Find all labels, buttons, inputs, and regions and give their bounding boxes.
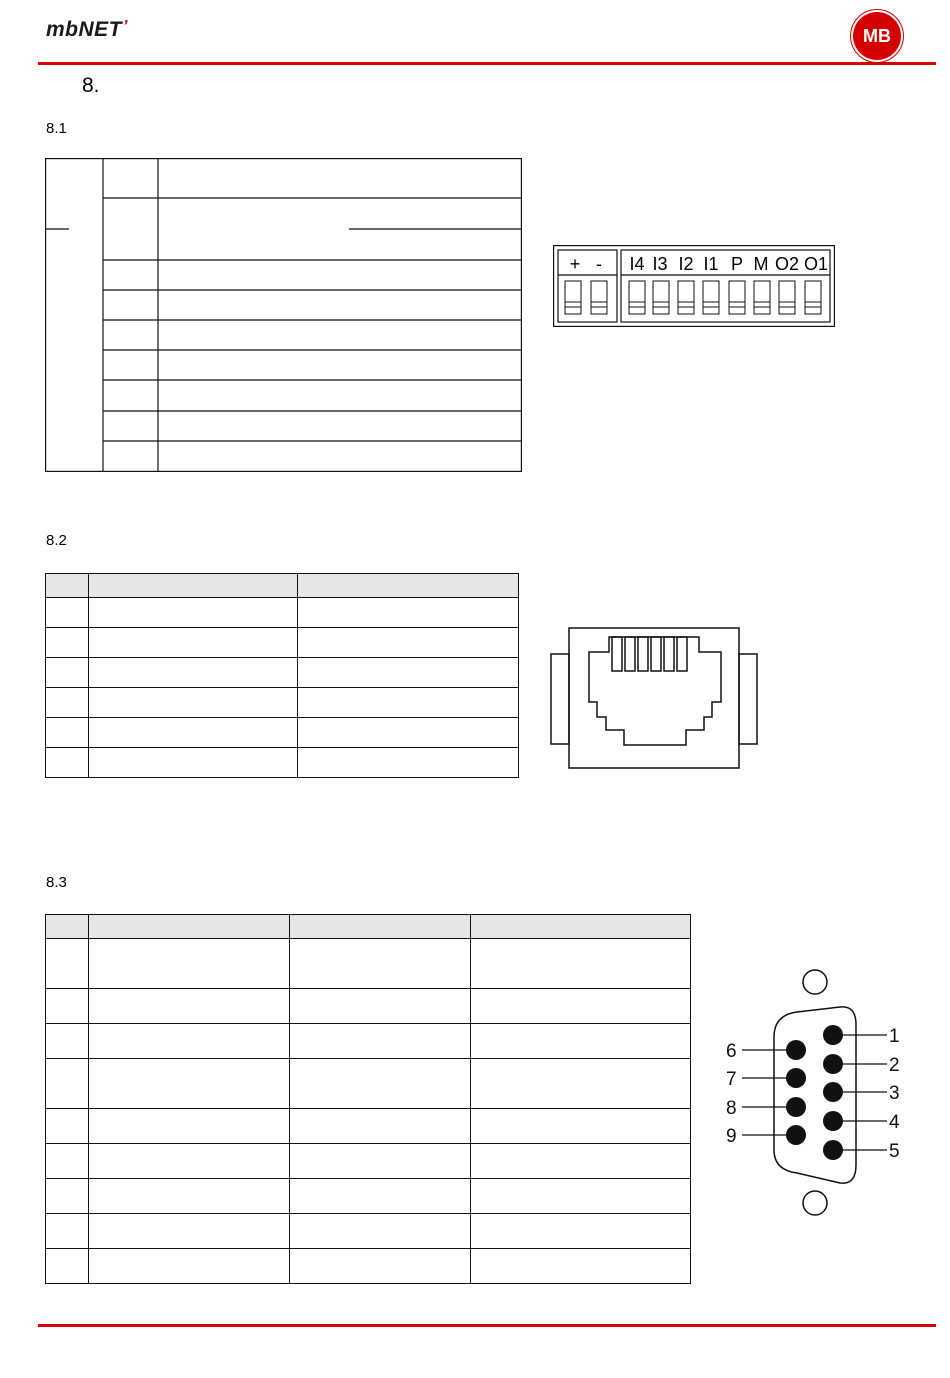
- header-cell: [46, 915, 89, 939]
- sub-d-table: [45, 914, 691, 1284]
- terminal-table: [45, 158, 522, 472]
- section-heading-8-2: 8.2: [46, 532, 67, 549]
- header-rule: [38, 62, 936, 65]
- table-row: [46, 1179, 691, 1214]
- power-terminals: [570, 254, 602, 274]
- header-cell: [46, 574, 89, 598]
- rj45-socket-diagram: [549, 627, 760, 770]
- pin-label-8: 8: [726, 1098, 737, 1119]
- terminal-label-i3: I3: [652, 254, 668, 274]
- io-terminal-labels: [629, 254, 828, 274]
- terminal-block-diagram: [553, 245, 835, 327]
- table-row: [46, 628, 519, 658]
- rj45-table: [45, 573, 519, 778]
- header-cell: [471, 915, 691, 939]
- header-cell: [89, 574, 298, 598]
- table-row: [46, 658, 519, 688]
- terminal-label-o1: O1: [803, 254, 829, 274]
- sub-d-connector-diagram: [722, 965, 912, 1220]
- section-heading-8-1: 8.1: [46, 120, 67, 137]
- pin-label-2: 2: [889, 1055, 900, 1076]
- header-cell: [89, 915, 290, 939]
- table-row: [46, 718, 519, 748]
- table-row: [46, 1109, 691, 1144]
- header-cell: [290, 915, 471, 939]
- table-header-row: [46, 574, 519, 598]
- pin-label-1: 1: [889, 1026, 900, 1047]
- table-row: [46, 688, 519, 718]
- table-row: [46, 1059, 691, 1109]
- mounting-hole-bottom: [803, 1191, 827, 1215]
- terminal-label-i4: I4: [629, 254, 645, 274]
- terminal-slots: [565, 281, 821, 314]
- terminal-label-i2: I2: [678, 254, 694, 274]
- header-cell: [298, 574, 519, 598]
- terminal-label-m: M: [753, 254, 769, 274]
- pin-label-6: 6: [726, 1041, 737, 1062]
- terminal-label-i1: I1: [703, 254, 719, 274]
- pin-label-7: 7: [726, 1069, 737, 1090]
- table-row: [46, 748, 519, 778]
- table-row: [46, 598, 519, 628]
- mb-badge-logo: MB: [853, 12, 901, 60]
- mounting-hole-top: [803, 970, 827, 994]
- pin-label-5: 5: [889, 1141, 900, 1162]
- terminal-label-plus: +: [569, 254, 581, 274]
- table-header-row: [46, 915, 691, 939]
- chapter-heading: 8.: [82, 74, 100, 97]
- brand-logo: mbNET’: [46, 18, 128, 41]
- table-row: [46, 1024, 691, 1059]
- section-heading-8-3: 8.3: [46, 874, 67, 891]
- terminal-label-o2: O2: [774, 254, 800, 274]
- table-row: [46, 1214, 691, 1249]
- pin-label-3: 3: [889, 1083, 900, 1104]
- terminal-table-grid: [45, 158, 522, 472]
- terminal-label-p: P: [730, 254, 744, 274]
- pins: [786, 1025, 843, 1160]
- table-row: [46, 1249, 691, 1284]
- pin-label-9: 9: [726, 1126, 737, 1147]
- table-row: [46, 1144, 691, 1179]
- terminal-label-minus: -: [596, 254, 602, 274]
- table-row: [46, 939, 691, 989]
- connector-shell: [774, 1007, 856, 1183]
- footer-rule: [38, 1324, 936, 1327]
- pin-label-4: 4: [889, 1112, 900, 1133]
- table-row: [46, 989, 691, 1024]
